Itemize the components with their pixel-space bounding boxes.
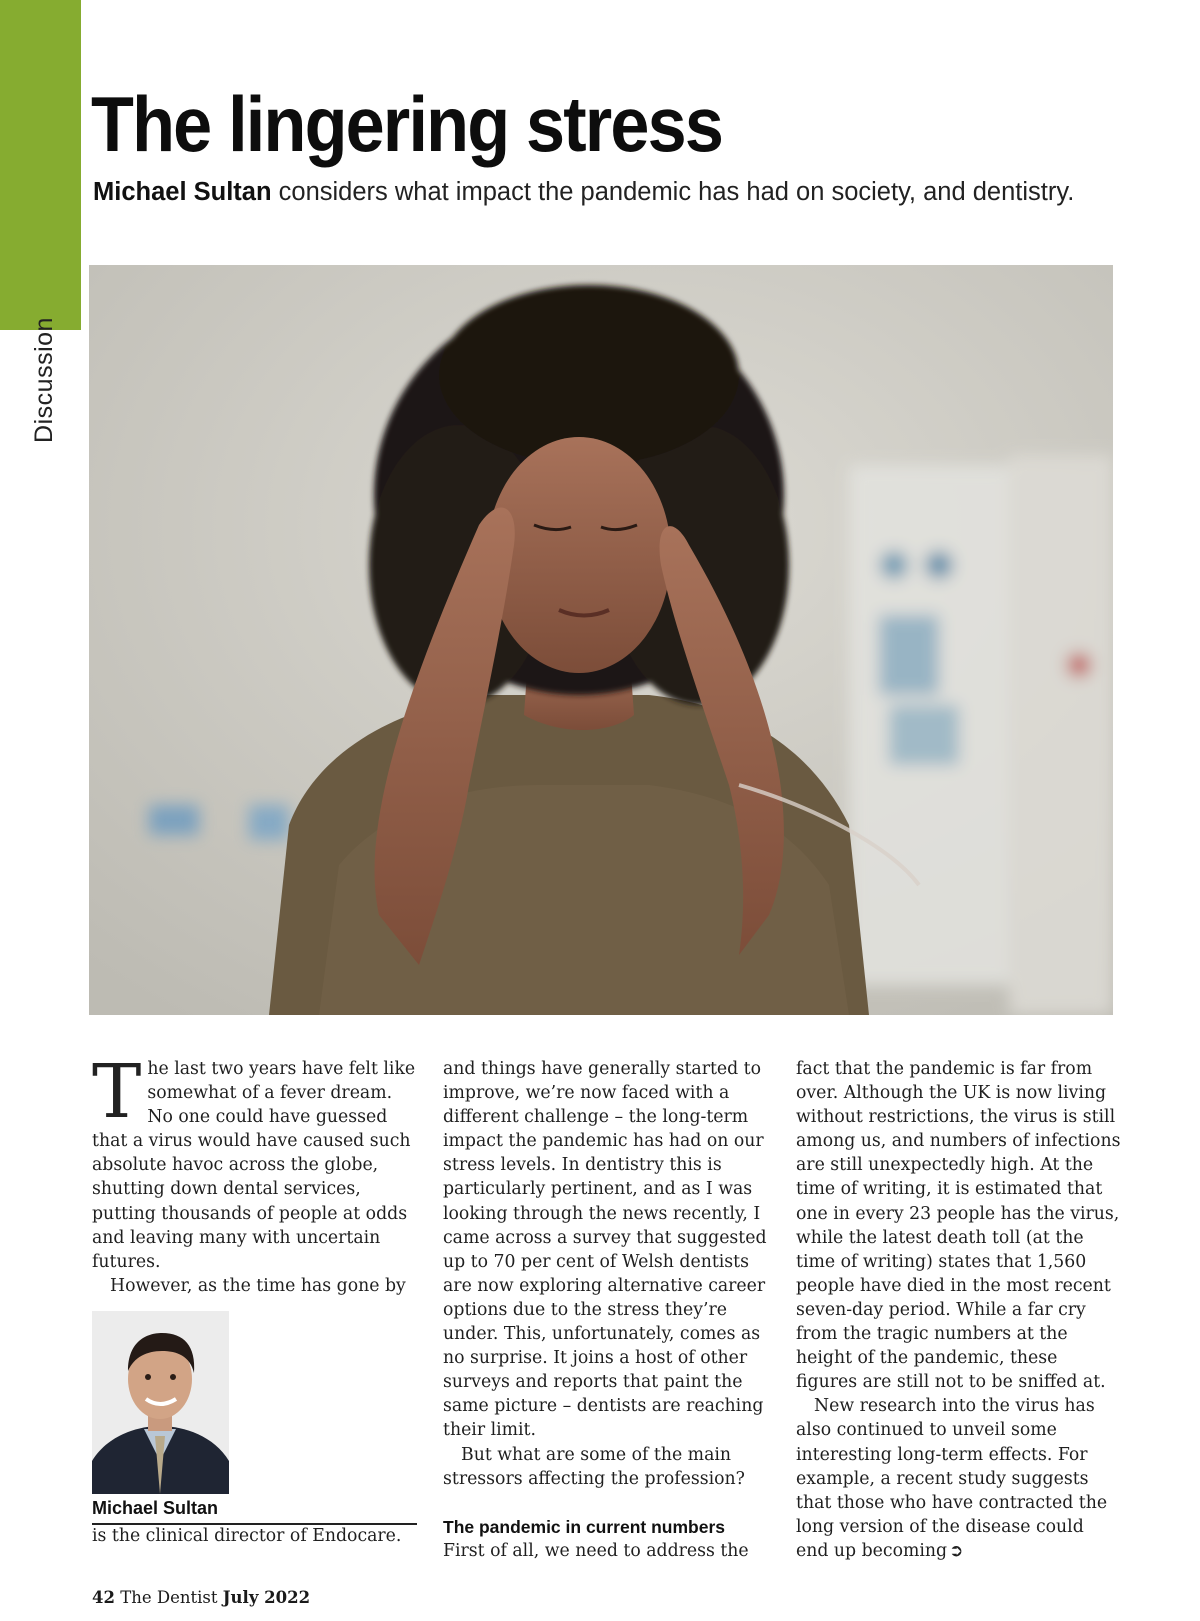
drop-cap: T — [92, 1049, 142, 1135]
standfirst-author: Michael Sultan — [93, 178, 272, 206]
article-column-1 — [92, 1049, 417, 1298]
hero-image — [89, 265, 1113, 1015]
page-number: 42 — [92, 1588, 115, 1607]
body-paragraph: But what are some of the main stressors affecting the profession? — [443, 1444, 745, 1489]
article-title: The lingering stress — [91, 80, 723, 168]
author-portrait — [92, 1311, 229, 1494]
author-name: Michael Sultan — [92, 1498, 417, 1525]
stressed-woman-photo — [89, 265, 1113, 1015]
intro-paragraph — [92, 1049, 417, 1274]
body-paragraph — [796, 1394, 1121, 1563]
article-column-2 — [443, 1057, 768, 1563]
author-bio: is the clinical director of Endocare. — [92, 1526, 402, 1546]
body-paragraph: First of all, we need to address the — [443, 1540, 749, 1561]
body-paragraph: fact that the pandemic is far from over. Although the UK is now living without restrictions, the virus is still among us, and numbers of infections are still unexpectedly high. At the time of writing, it is estimated that one in every 23 people has the virus, while the latest death toll (at the time of writing) states that 1,560 people have died in the most recent seven-day period. While a far cry from the tragic numbers at the height of the pandemic, these figures are still not to be sniffed at. — [796, 1059, 1121, 1393]
continue-arrow-icon: ➲ — [949, 1540, 964, 1561]
publication-name: The Dentist — [120, 1588, 218, 1607]
standfirst-text: considers what impact the pandemic has had on society, and dentistry. — [278, 178, 1075, 206]
page-footer — [92, 1588, 310, 1607]
section-subhead: The pandemic in current numbers — [443, 1516, 725, 1537]
author-photo — [92, 1311, 229, 1494]
intro-text: he last two years have felt like somewhat of a fever dream. No one could have guessed that a virus would have caused such absolute havoc across the globe, shutting down dental services, putting thousands of people at odds and leaving many with uncertain futures. — [92, 1059, 416, 1272]
article-column-3 — [796, 1057, 1121, 1563]
issue-date: July 2022 — [222, 1588, 311, 1607]
standfirst — [93, 178, 1173, 207]
body-paragraph: and things have generally started to improve, we’re now faced with a different challenge – the long-term impact the pandemic has had on our stress levels. In dentistry this is particularly pertinent, and as I was looking through the news recently, I came across a survey that suggested up to 70 per cent of Welsh dentists are now exploring alternative career options due to the stress they’re under. This, unfortunately, comes as no surprise. It joins a host of other surveys and reports that paint the same picture – dentists are reaching their limit. — [443, 1059, 767, 1441]
body-paragraph-text: New research into the virus has also continued to unveil some interesting long-term effects. For example, a recent study suggests that those who have contracted the long version of the disease could end up becoming — [796, 1396, 1108, 1561]
section-color-tab — [0, 0, 81, 330]
body-paragraph: However, as the time has gone by — [110, 1275, 406, 1296]
section-label: Discussion — [30, 317, 58, 443]
